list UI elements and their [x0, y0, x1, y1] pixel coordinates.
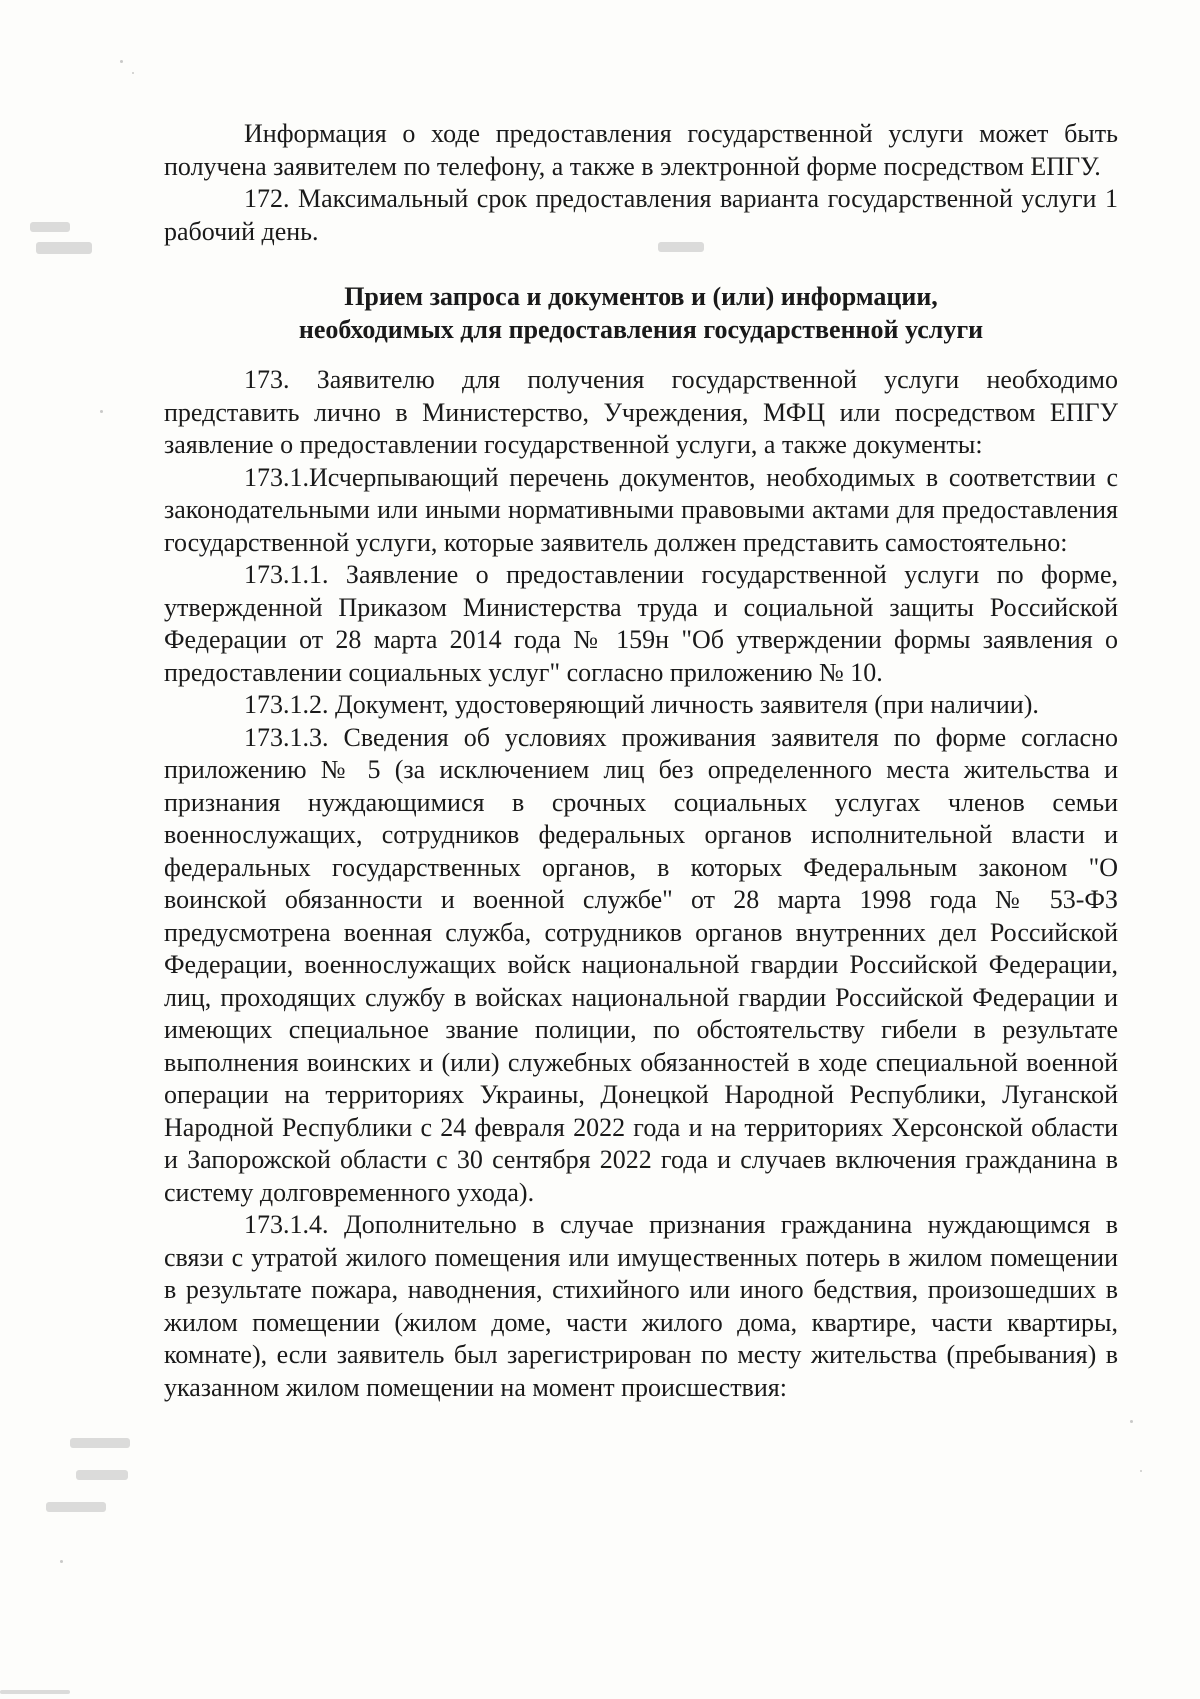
section-heading-line2: необходимых для предоставления государственной услуги — [298, 315, 984, 344]
intro-paragraph: Информация о ходе предоставления государственной услуги может быть получена заявителем по телефону, а также в электронной форме посредством ЕПГУ. — [164, 119, 1118, 181]
scan-smudge — [70, 1438, 130, 1448]
scan-smudge — [46, 1502, 106, 1512]
scan-smudge — [0, 1690, 70, 1694]
scan-dot — [120, 60, 123, 63]
item-173: 173. Заявителю для получения государственной услуги необходимо представить лично в Министерство, Учреждения, МФЦ или посредством ЕПГУ заявление о предоставлении государственной услуги, а также документы: — [164, 365, 1118, 459]
scan-dot — [1130, 1420, 1133, 1423]
scan-dot — [60, 1560, 63, 1563]
section-heading — [164, 280, 1118, 346]
item-173-1-1: 173.1.1. Заявление о предоставлении государственной услуги по форме, утвержденной Приказом Министерства труда и социальной защиты Российской Федерации от 28 марта 2014 года № 159н "Об утверждении формы заявления о предоставлении социальных услуг" согласно приложению № 10. — [164, 560, 1118, 687]
scan-dot — [132, 72, 134, 74]
scan-smudge — [76, 1470, 128, 1480]
scan-smudge — [36, 242, 92, 254]
item-173-1: 173.1.Исчерпывающий перечень документов, необходимых в соответствии с законодательными или иными нормативными правовыми актами для предоставления государственной услуги, которые заявитель должен представить самостоятельно: — [164, 462, 1118, 557]
scan-dot — [100, 410, 103, 413]
item-172: 172. Максимальный срок предоставления варианта государственной услуги 1 рабочий день. — [164, 184, 1118, 246]
scan-dot — [1140, 1470, 1142, 1472]
section-heading-line1: Прием запроса и документов и (или) информации, — [344, 282, 938, 311]
document-body — [164, 118, 1118, 1404]
item-173-1-4: 173.1.4. Дополнительно в случае признания гражданина нуждающимся в связи с утратой жилого помещения или имущественных потерь в жилом помещении в результате пожара, наводнения, стихийного или иного бедствия, произошедших в жилом помещении (жилом доме, части жилого дома, квартире, части квартиры, комнате), если заявитель был зарегистрирован по месту жительства (пребывания) в указанном жилом помещении на момент происшествия: — [164, 1210, 1118, 1402]
item-173-1-2: 173.1.2. Документ, удостоверяющий личность заявителя (при наличии). — [244, 690, 1039, 719]
item-173-1-3: 173.1.3. Сведения об условиях проживания заявителя по форме согласно приложению № 5 (за исключением лиц без определенного места жительства и признания нуждающимися в срочных социальных услугах членов семьи военнослужащих, сотрудников федеральных органов исполнительной власти и федеральных государственных органов, в которых Федеральным законом "О воинской обязанности и военной службе" от 28 марта 1998 года № 53-ФЗ предусмотрена военная служба, сотрудников органов внутренних дел Российской Федерации, военнослужащих войск национальной гвардии Российской Федерации, лиц, проходящих службу в войсках национальной гвардии Российской Федерации и имеющих специальное звание полиции, по обстоятельству гибели в результате выполнения воинских и (или) служебных обязанностей в ходе специальной военной операции на территориях Украины, Донецкой Народной Республики, Луганской Народной Республики с 24 февраля 2022 года и на территориях Херсонской области и Запорожской области с 30 сентября 2022 года и случаев включения гражданина в систему долговременного ухода). — [164, 722, 1118, 1207]
scan-smudge — [30, 222, 70, 232]
